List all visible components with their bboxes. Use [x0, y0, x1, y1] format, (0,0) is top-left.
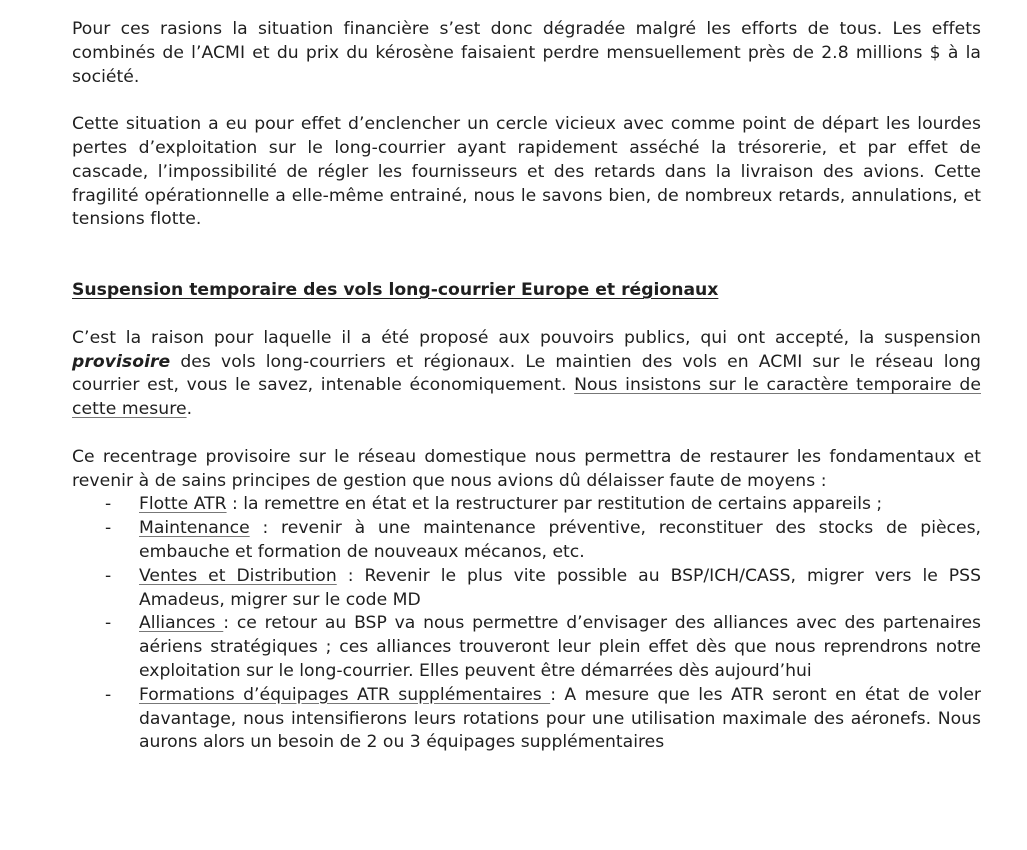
item-text: : A mesure que les ATR seront en état de voler davantage, nous intensifierons leurs rotations pour une utilisation maximale des aéronefs. Nous aurons alors un besoin de 2 ou 3 équipages supplémentaires: [139, 684, 981, 753]
bullet-dash: -: [105, 494, 112, 515]
item-text: : Revenir le plus vite possible au BSP/ICH/CASS, migrer vers le PSS Amadeus, migrer sur le code MD: [139, 565, 981, 610]
bullet-dash: -: [105, 684, 112, 705]
list-item-ventes: [72, 565, 981, 613]
document-page: [72, 18, 981, 755]
spacer: [72, 89, 981, 113]
spacer: [72, 303, 981, 327]
bullet-dash: -: [105, 518, 112, 539]
paragraph-refocus: Ce recentrage provisoire sur le réseau domestique nous permettra de restaurer les fondamentaux et revenir à de sains principes de gestion que nous avions dû délaisser faute de moyens :: [72, 446, 981, 491]
item-title: Flotte ATR: [139, 494, 227, 515]
measures-list: [72, 493, 981, 755]
list-item-formations: [72, 684, 981, 755]
item-text: : ce retour au BSP va nous permettre d’envisager des alliances avec des partenaires aériens stratégiques ; ces alliances trouveront leur plein effet dès que nous reprendrons notre exploitation sur le long-courrier. Elles peuvent être démarrées dès aujourd’hui: [139, 613, 981, 681]
spacer: [72, 232, 981, 279]
paragraph-vicious-circle: Cette situation a eu pour effet d’enclencher un cercle vicieux avec comme point de départ les lourdes pertes d’exploitation sur le long-courrier ayant rapidement asséché la trésorerie, et par effet de cascade, l’impossibilité de régler les fournisseurs et des retards dans la livraison des avions. Cette fragilité opérationnelle a elle-même entrainé, nous le savons bien, de nombreux retards, annulations, et tensions flotte.: [72, 114, 981, 230]
item-title: Maintenance: [139, 518, 250, 539]
list-item-alliances: [72, 612, 981, 683]
list-item-maintenance: [72, 517, 981, 565]
section-heading: Suspension temporaire des vols long-courrier Europe et régionaux: [72, 280, 719, 301]
spacer: [72, 422, 981, 446]
item-text: : revenir à une maintenance préventive, reconstituer des stocks de pièces, embauche et formation de nouveaux mécanos, etc.: [139, 518, 981, 562]
bullet-dash: -: [105, 613, 112, 634]
item-title: Alliances: [139, 613, 224, 634]
suspension-end: .: [186, 399, 193, 420]
paragraph-suspension: [72, 327, 981, 422]
suspension-text-1: C’est la raison pour laquelle il a été proposé aux pouvoirs publics, qui ont accepté, la suspension: [72, 327, 981, 348]
item-text: : la remettre en état et la restructurer par restitution de certains appareils ;: [226, 494, 883, 515]
underlined-insistence: Nous insistons sur le caractère temporaire de cette mesure: [72, 375, 981, 420]
item-title: Formations d’équipages ATR supplémentaires: [139, 684, 551, 705]
emphasis-provisoire: provisoire: [72, 351, 171, 372]
paragraph-financial-situation: Pour ces rasions la situation financière s’est donc dégradée malgré les efforts de tous. Les effets combinés de l’ACMI et du prix du kérosène faisaient perdre mensuellement près de 2.8 millions $ à la société.: [72, 19, 981, 87]
list-item-flotte: [72, 493, 981, 517]
item-title: Ventes et Distribution: [139, 565, 337, 586]
suspension-text-2: des vols long-courriers et régionaux. Le maintien des vols en ACMI sur le réseau long courrier est, vous le savez, intenable économiquement.: [72, 351, 981, 396]
bullet-dash: -: [105, 565, 112, 586]
